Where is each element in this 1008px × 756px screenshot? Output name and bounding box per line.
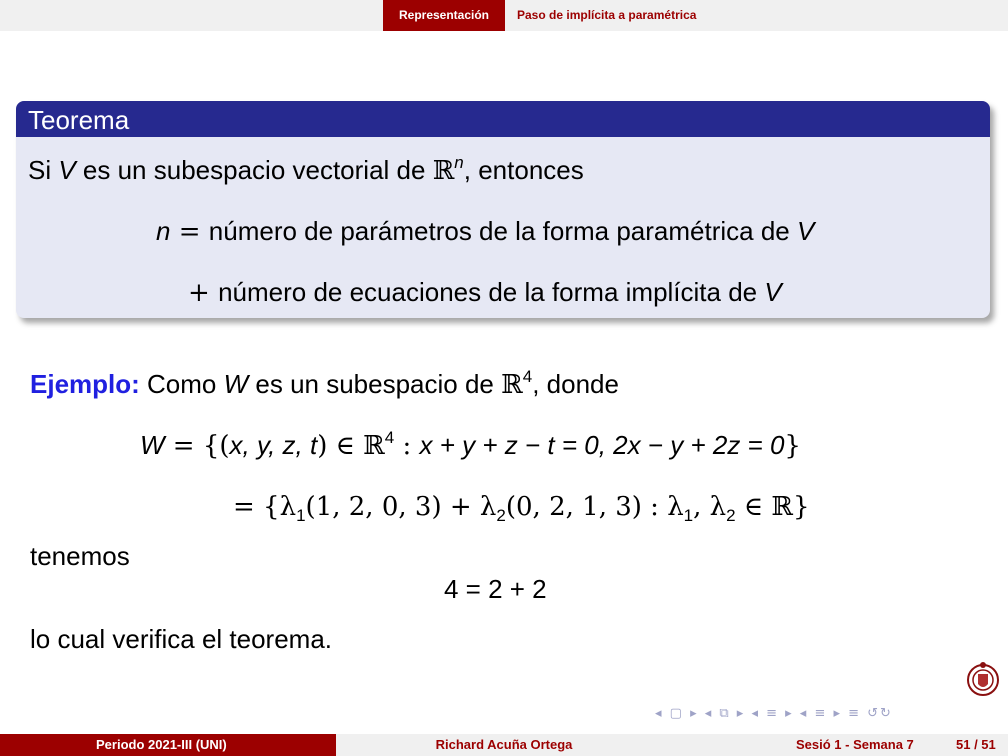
reals-symbol: ℝ [501,370,523,400]
footer-session-text: Sesió 1 - Semana 7 [796,737,914,752]
plus: + [188,278,219,308]
var-W: W [140,430,165,460]
footer-session [672,734,1008,756]
exponent-n: n [454,153,464,172]
footer-page-number: 51 / 51 [956,737,996,752]
equals: = [170,217,209,247]
theorem-title: Teorema [16,101,990,137]
equation-W-implicit [140,430,801,461]
top-navigation-bar [0,0,1008,31]
footer-period-text: Periodo 2021-III (UNI) [96,737,227,752]
subscript: 1 [683,506,694,525]
footer-period [0,734,336,756]
text: número de parámetros de la forma paramétrica de [208,216,797,246]
exponent: 4 [384,428,395,447]
math: ) ∈ ℝ [317,431,385,461]
text: Si [28,155,59,185]
math: = {( [164,431,230,461]
beamer-navigation-icons[interactable]: ◂ ▢ ▸ ◂ ⧉ ▸ ◂ ≡ ▸ ◂ ≡ ▸ ≡ ↺↻ [655,706,893,721]
math: ∈ ℝ} [735,492,810,522]
nav-section-representacion[interactable]: Representación [383,0,505,31]
math-equations: x + y + z − t = 0, 2x − y + 2z = 0 [419,430,785,460]
text: es un subespacio vectorial de [75,155,433,185]
var-n: n [156,216,171,246]
math: , λ [693,492,727,522]
var-V: V [796,216,815,246]
theorem-body [16,137,990,318]
subscript: 1 [296,506,306,525]
text: , entonces [463,155,584,185]
theorem-line-2 [156,216,814,247]
math: : [394,431,420,461]
theorem-line-1 [28,155,584,186]
subscript: 2 [726,506,736,525]
example-label: Ejemplo: [30,369,140,399]
footer-author: Richard Acuña Ortega [336,734,672,756]
university-seal-icon [966,660,1000,700]
text: es un subespacio de [248,369,502,399]
math: (1, 2, 0, 3) + λ [305,492,497,522]
subscript: 2 [496,506,506,525]
text: número de ecuaciones de la forma implícita de [218,277,765,307]
theorem-block [16,101,990,318]
conclusion-text: lo cual verifica el teorema. [30,624,333,654]
reals-symbol: ℝ [432,156,455,186]
theorem-line-3 [188,277,782,308]
tenemos-text: tenemos [30,541,130,571]
var-W: W [223,369,249,399]
equation-W-parametric [233,491,810,525]
math: = {λ [233,492,297,522]
math-vars: x, y, z, t [229,430,318,460]
nav-subsection-paso[interactable]: Paso de implícita a paramétrica [517,8,697,22]
math: (0, 2, 1, 3) : λ [505,492,684,522]
var-V: V [764,277,782,307]
example-intro [30,369,619,400]
text: Como [139,369,224,399]
math: } [784,431,801,461]
text: , donde [532,369,619,399]
equation-count: 4 = 2 + 2 [444,574,547,604]
var-V: V [58,155,76,185]
exponent: 4 [522,367,533,386]
